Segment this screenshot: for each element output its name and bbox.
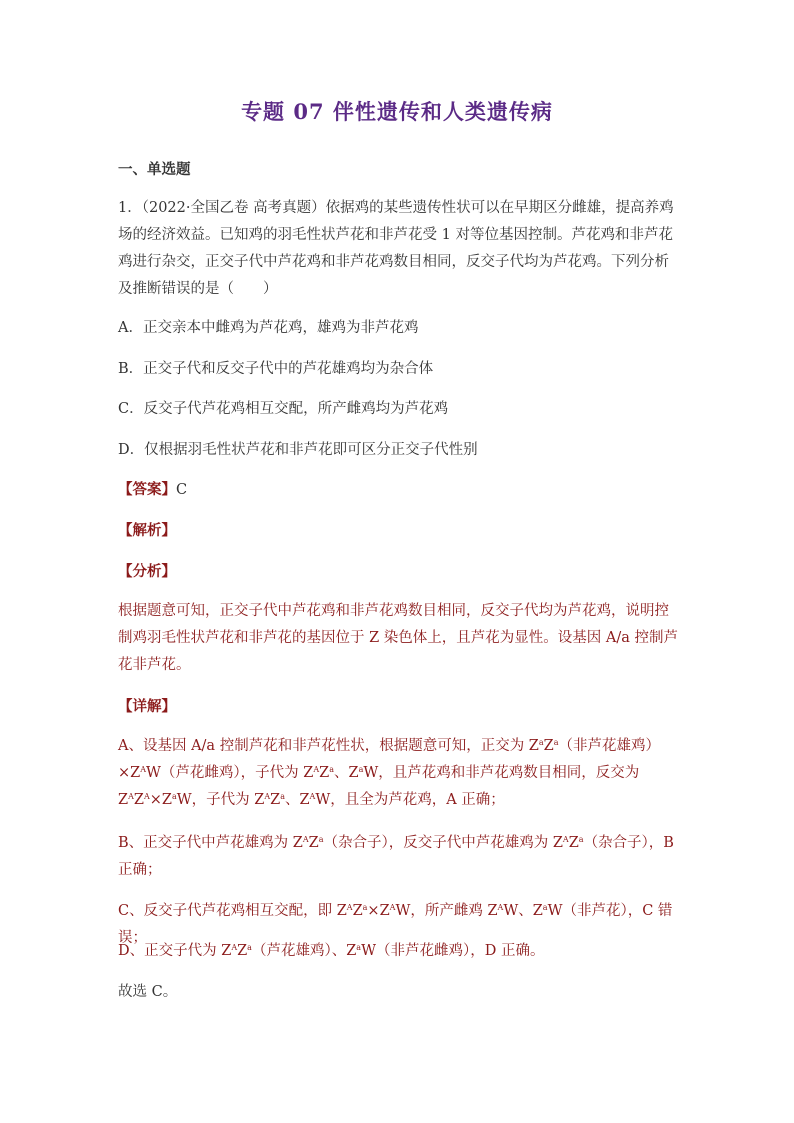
allele-superscript: a <box>356 943 362 952</box>
allele-superscript: a <box>329 765 334 774</box>
answer-label: 【答案】 <box>118 481 176 498</box>
allele-superscript: A <box>140 765 147 774</box>
allele-superscript: A <box>497 903 504 912</box>
allele-superscript: A <box>389 903 396 912</box>
allele-superscript: a <box>578 835 584 844</box>
answer-value: C <box>176 482 188 498</box>
option-c: C．反交子代芦花鸡相互交配，所产雌鸡均为芦花鸡 <box>118 401 449 417</box>
analysis-label: 【解析】 <box>118 522 176 539</box>
allele-superscript: a <box>318 835 324 844</box>
fenxi-text: 根据题意可知，正交子代中芦花鸡和非芦花鸡数目相同，反交子代均为芦花鸡，说明控制鸡羽毛性状芦花和非芦花的基因位于 Z 染色体上，且芦花为显性。设基因 A/a 控制芦花非芦花。 <box>118 603 679 673</box>
detail-a: A、设基因 A/a 控制芦花和非芦花性状，根据题意可知，正交为 $Z^aZ^a$（非芦花雄鸡）$\times Z^AW$（芦花雌鸡），子代为 $Z^AZ^a$、$Z^aW$，且芦花鸡和非芦花鸡数目相同，反交为 $Z^AZ^A\times Z^aW$，子代为 $Z^AZ^a$、$Z^AW$，且全为芦花鸡，A 正确； <box>118 738 661 808</box>
allele-superscript: a <box>553 738 559 747</box>
conclusion: 故选 C。 <box>118 984 178 1000</box>
allele-superscript: a <box>247 943 252 952</box>
allele-superscript: a <box>362 903 368 912</box>
allele-superscript: A <box>143 792 150 801</box>
page-title: 专题 07 伴性遗传和人类遗传病 <box>241 99 553 124</box>
allele-superscript: a <box>280 792 285 801</box>
section-heading: 一、单选题 <box>118 161 191 178</box>
detail-d: D、正交子代为 $Z^AZ^a$（芦花雄鸡）、$Z^aW$（非芦花雌鸡），D 正确。 <box>118 943 545 959</box>
question-stem: 1．（2022·全国乙卷 高考真题）依据鸡的某些遗传性状可以在早期区分雌雄，提高养鸡场的经济效益。已知鸡的羽毛性状芦花和非芦花受 1 对等位基因控制。芦花鸡和非芦花鸡进行杂交，正交子代中芦花鸡和非芦花鸡数目相同，反交子代均为芦花鸡。下列分析及推断错误的是（ ） <box>118 200 674 297</box>
allele-superscript: A <box>313 765 320 774</box>
allele-superscript: a <box>171 792 177 801</box>
allele-superscript: A <box>309 792 316 801</box>
allele-superscript: A <box>128 792 134 801</box>
detail-c: C、反交子代芦花鸡相互交配，即 $Z^AZ^a\times Z^AW$，所产雌鸡 $Z^AW$、$Z^aW$（非芦花），C 错误； <box>118 903 673 946</box>
xiangjie-label: 【详解】 <box>118 698 176 715</box>
allele-superscript: A <box>264 792 271 801</box>
option-b: B．正交子代和反交子代中的芦花雄鸡均为杂合体 <box>118 361 434 377</box>
fenxi-label: 【分析】 <box>118 563 176 580</box>
allele-superscript: A <box>562 835 569 844</box>
option-a: A．正交亲本中雌鸡为芦花鸡，雄鸡为非芦花鸡 <box>118 320 419 336</box>
allele-superscript: A <box>231 943 238 952</box>
option-d: D．仅根据羽毛性状芦花和非芦花即可区分正交子代性别 <box>118 442 478 458</box>
answer-line <box>118 478 187 499</box>
detail-b: B、正交子代中芦花雄鸡为 $Z^AZ^a$（杂合子），反交子代中芦花雄鸡为 $Z^AZ^a$（杂合子），B 正确； <box>118 835 674 878</box>
allele-superscript: A <box>346 903 353 912</box>
allele-superscript: A <box>302 835 309 844</box>
allele-superscript: a <box>542 903 548 912</box>
allele-superscript: a <box>538 738 544 747</box>
allele-superscript: a <box>358 765 364 774</box>
